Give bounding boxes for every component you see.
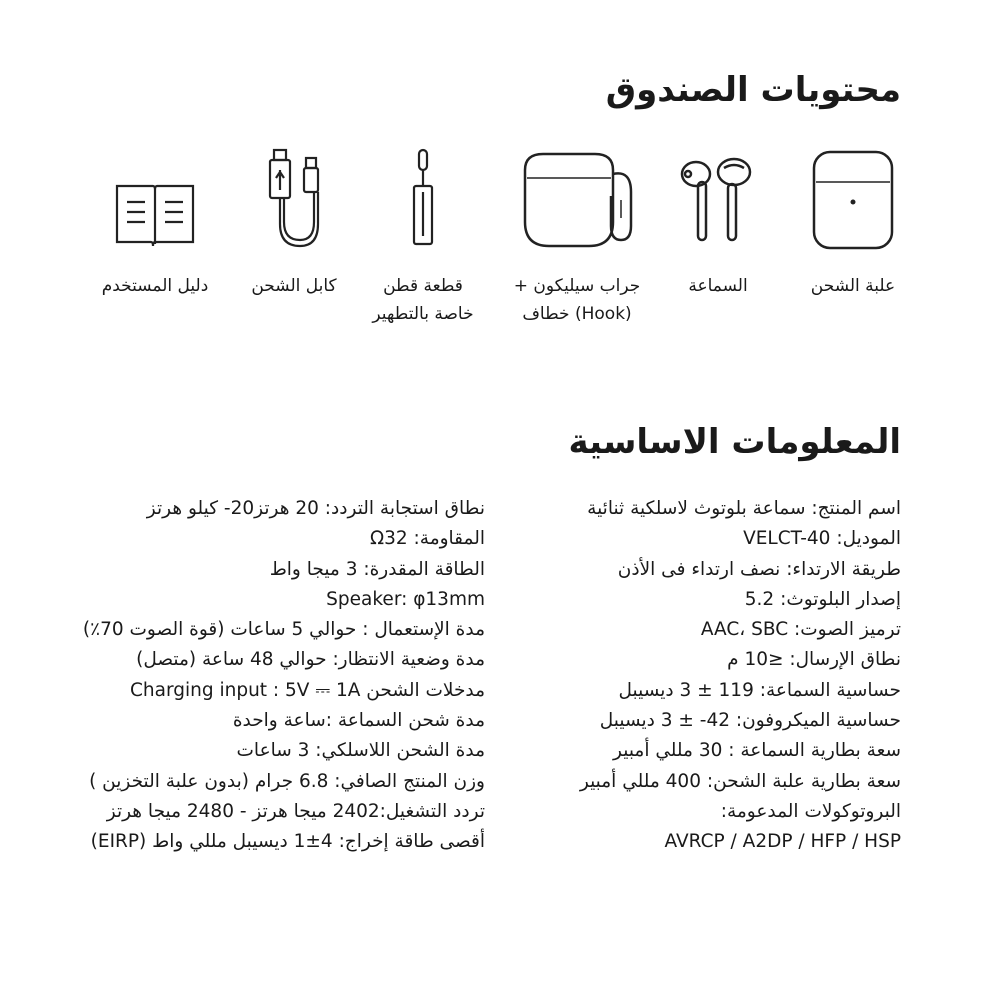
spec-wireless-charge-time: مدة الشحن اللاسلكي: 3 ساعات <box>236 740 485 762</box>
basic-info-title: المعلومات الاساسية <box>568 422 901 462</box>
spec-speaker-size: Speaker: φ13mm <box>326 588 485 610</box>
item-label: علبة الشحن <box>810 276 896 296</box>
item-label: دليل المستخدم <box>101 276 209 296</box>
spec-model: الموديل: VELCT-40 <box>743 528 901 550</box>
spec-charging-input: مدخلات الشحن Charging input : 5V ⎓ 1A <box>129 679 485 701</box>
item-label-line2: (Hook) خطاف <box>522 304 632 324</box>
spec-audio-codec: ترميز الصوت: AAC، SBC <box>700 619 901 641</box>
spec-wearing-style: طريقة الارتداء: نصف ارتداء فى الأذن <box>617 558 901 580</box>
spec-earbud-charge-time: مدة شحن السماعة :ساعة واحدة <box>232 710 485 732</box>
spec-protocols-label: البروتوكولات المدعومة: <box>720 800 901 822</box>
spec-protocols: AVRCP / A2DP / HFP / HSP <box>664 831 901 853</box>
item-label <box>372 272 473 328</box>
spec-operating-frequency: تردد التشغيل:2402 ميجا هرتز - 2480 ميجا هرتز <box>106 800 485 822</box>
charging-case-icon <box>811 148 895 252</box>
item-silicone-case <box>513 148 641 324</box>
item-label-line2: خاصة بالتطهير <box>372 304 474 324</box>
specs-left-column <box>83 494 485 858</box>
spec-usage-time: مدة الإستعمال : حوالي 5 ساعات (قوة الصوت 70٪) <box>82 619 485 641</box>
spec-product-name: اسم المنتج: سماعة بلوتوث لاسلكية ثنائية <box>587 498 901 519</box>
spec-bluetooth-version: إصدار البلوتوث: 5.2 <box>744 588 901 610</box>
spec-case-battery: سعة بطارية علبة الشحن: 400 مللي أمبير <box>579 770 901 792</box>
spec-max-output-power: أقصى طاقة إخراج: 4±1 ديسيبل مللي واط (EIRP) <box>90 831 485 853</box>
spec-transmission-range: نطاق الإرسال: ≤10 م <box>727 649 901 671</box>
item-label: كابل الشحن <box>251 276 337 296</box>
silicone-case-hook-icon <box>517 148 637 252</box>
spec-speaker-sensitivity: حساسية السماعة: 119 ± 3 ديسيبل <box>618 679 901 701</box>
item-user-manual <box>101 148 209 296</box>
item-usb-cable <box>251 148 337 296</box>
item-label <box>514 272 640 328</box>
specs-right-column <box>580 494 901 858</box>
spec-mic-sensitivity: حساسية الميكروفون: 42- ± 3 ديسيبل <box>599 710 901 732</box>
box-contents-list <box>0 148 981 348</box>
spec-net-weight: وزن المنتج الصافي: 6.8 جرام (بدون علبة التخزين ) <box>89 770 485 792</box>
item-label-line1: قطعة قطن <box>383 276 463 296</box>
spec-impedance: المقاومة: Ω32 <box>369 528 485 550</box>
item-cleaning-swab <box>372 148 474 324</box>
item-label-line1: جراب سيليكون + <box>513 276 641 296</box>
earbuds-icon <box>676 148 760 252</box>
item-earbuds <box>676 148 760 296</box>
box-contents-title: محتويات الصندوق <box>605 70 901 110</box>
spec-earbud-battery: سعة بطارية السماعة : 30 مللي أمبير <box>613 740 901 762</box>
spec-standby-time: مدة وضعية الانتظار: حوالي 48 ساعة (متصل) <box>136 649 485 671</box>
cleaning-swab-icon <box>403 148 443 252</box>
user-manual-icon <box>113 148 197 252</box>
item-label: السماعة <box>688 276 748 296</box>
item-charging-case <box>810 148 896 296</box>
spec-frequency-response: نطاق استجابة التردد: 20 هرتز20- كيلو هرتز <box>146 498 485 519</box>
spec-rated-power: الطاقة المقدرة: 3 ميجا واط <box>269 558 485 580</box>
usb-cable-icon <box>254 148 334 252</box>
